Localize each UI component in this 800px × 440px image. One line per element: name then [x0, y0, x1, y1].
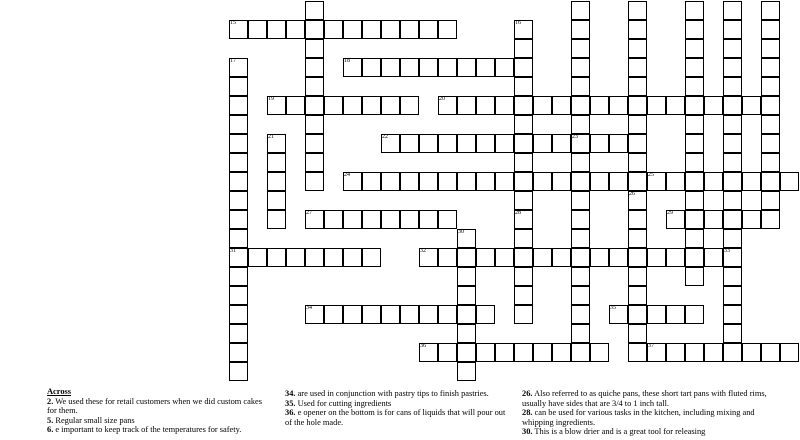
grid-cell[interactable]: [457, 286, 476, 305]
grid-cell[interactable]: [438, 58, 457, 77]
grid-cell[interactable]: [267, 20, 286, 39]
grid-cell[interactable]: [495, 58, 514, 77]
grid-cell[interactable]: [229, 191, 248, 210]
grid-cell[interactable]: [628, 229, 647, 248]
grid-cell[interactable]: [476, 305, 495, 324]
grid-cell[interactable]: [571, 153, 590, 172]
grid-cell[interactable]: [438, 172, 457, 191]
grid-cell[interactable]: [286, 20, 305, 39]
grid-cell[interactable]: [305, 39, 324, 58]
clue-number: 36: [420, 343, 426, 349]
clue-number: 22: [382, 134, 388, 140]
grid-cell[interactable]: [457, 248, 476, 267]
grid-cell[interactable]: [685, 248, 704, 267]
grid-cell[interactable]: [628, 20, 647, 39]
grid-cell[interactable]: [305, 115, 324, 134]
grid-cell[interactable]: [229, 210, 248, 229]
grid-cell[interactable]: [704, 248, 723, 267]
grid-cell[interactable]: [609, 96, 628, 115]
grid-cell[interactable]: [533, 96, 552, 115]
grid-cell[interactable]: [685, 343, 704, 362]
grid-cell[interactable]: [229, 153, 248, 172]
grid-cell[interactable]: [628, 77, 647, 96]
grid-cell[interactable]: [723, 267, 742, 286]
grid-cell[interactable]: [628, 96, 647, 115]
grid-cell[interactable]: [723, 343, 742, 362]
grid-cell[interactable]: [723, 153, 742, 172]
grid-cell[interactable]: [761, 134, 780, 153]
grid-cell[interactable]: [495, 248, 514, 267]
clue-number: 31: [230, 248, 236, 254]
clue-number: 34: [306, 305, 312, 311]
grid-cell[interactable]: [305, 153, 324, 172]
grid-cell[interactable]: [476, 248, 495, 267]
grid-cell[interactable]: [723, 20, 742, 39]
grid-cell[interactable]: [438, 20, 457, 39]
clue-item: 35. Used for cutting ingredients: [285, 398, 392, 408]
grid-cell[interactable]: [571, 96, 590, 115]
clue-number: 33: [724, 248, 730, 254]
grid-cell[interactable]: [704, 172, 723, 191]
clue-column-1: [47, 387, 272, 435]
grid-cell[interactable]: [362, 305, 381, 324]
clue-number: 19: [268, 96, 274, 102]
grid-cell[interactable]: [552, 172, 571, 191]
grid-cell[interactable]: [685, 191, 704, 210]
grid-cell[interactable]: [400, 134, 419, 153]
grid-cell[interactable]: [514, 134, 533, 153]
grid-cell[interactable]: [552, 248, 571, 267]
grid-cell[interactable]: [514, 39, 533, 58]
grid-cell[interactable]: [400, 20, 419, 39]
grid-cell[interactable]: [229, 96, 248, 115]
grid-cell[interactable]: [381, 305, 400, 324]
grid-cell[interactable]: [704, 96, 723, 115]
grid-cell[interactable]: [723, 324, 742, 343]
grid-cell[interactable]: [305, 1, 324, 20]
grid-cell[interactable]: [685, 96, 704, 115]
grid-cell[interactable]: [723, 210, 742, 229]
grid-cell[interactable]: [457, 324, 476, 343]
clue-number: 30: [458, 229, 464, 235]
grid-cell[interactable]: [571, 1, 590, 20]
grid-cell[interactable]: [457, 134, 476, 153]
grid-cell[interactable]: [628, 286, 647, 305]
grid-cell[interactable]: [685, 267, 704, 286]
grid-cell[interactable]: [742, 172, 761, 191]
grid-cell[interactable]: [685, 58, 704, 77]
grid-cell[interactable]: [305, 20, 324, 39]
grid-cell[interactable]: [514, 305, 533, 324]
grid-cell[interactable]: [324, 20, 343, 39]
grid-cell[interactable]: [590, 134, 609, 153]
grid-cell[interactable]: [685, 305, 704, 324]
grid-cell[interactable]: [571, 20, 590, 39]
grid-cell[interactable]: [780, 343, 799, 362]
grid-cell[interactable]: [742, 96, 761, 115]
grid-cell[interactable]: [628, 1, 647, 20]
grid-cell[interactable]: [229, 115, 248, 134]
grid-cell[interactable]: [628, 210, 647, 229]
grid-cell[interactable]: [552, 134, 571, 153]
grid-cell[interactable]: [438, 134, 457, 153]
grid-cell[interactable]: [514, 77, 533, 96]
grid-cell[interactable]: [495, 134, 514, 153]
grid-cell[interactable]: [343, 210, 362, 229]
grid-cell[interactable]: [628, 39, 647, 58]
grid-cell[interactable]: [476, 134, 495, 153]
grid-cell[interactable]: [704, 210, 723, 229]
grid-cell[interactable]: [324, 96, 343, 115]
clue-column-2: [285, 389, 510, 427]
grid-cell[interactable]: [400, 96, 419, 115]
grid-cell[interactable]: [381, 20, 400, 39]
grid-cell[interactable]: [324, 248, 343, 267]
clue-item: 30. This is a blow drier and is a great tool for releasing: [522, 427, 706, 437]
grid-cell[interactable]: [400, 305, 419, 324]
clue-column-3: [522, 389, 782, 437]
grid-cell[interactable]: [571, 58, 590, 77]
grid-cell[interactable]: [571, 248, 590, 267]
grid-cell[interactable]: [248, 20, 267, 39]
grid-cell[interactable]: [419, 134, 438, 153]
grid-cell[interactable]: [761, 1, 780, 20]
grid-cell[interactable]: [628, 343, 647, 362]
grid-cell[interactable]: [723, 58, 742, 77]
grid-cell[interactable]: [457, 172, 476, 191]
clue-number: 23: [572, 134, 578, 140]
grid-cell[interactable]: [685, 1, 704, 20]
grid-cell[interactable]: [685, 172, 704, 191]
grid-cell[interactable]: [761, 115, 780, 134]
grid-cell[interactable]: [761, 153, 780, 172]
grid-cell[interactable]: [780, 172, 799, 191]
clue-number: 27: [306, 210, 312, 216]
grid-cell[interactable]: [571, 191, 590, 210]
clue-item: 2. We used these for retail customers when we did custom cakes for them.: [47, 396, 263, 416]
grid-cell[interactable]: [685, 153, 704, 172]
grid-cell[interactable]: [495, 96, 514, 115]
grid-cell[interactable]: [362, 96, 381, 115]
grid-cell[interactable]: [457, 58, 476, 77]
grid-cell[interactable]: [628, 324, 647, 343]
clue-item: 26. Also referred to as quiche pans, these short tart pans with fluted rims, usually have sides that are 3/4 to 1 inch tall.: [522, 389, 767, 408]
grid-cell[interactable]: [286, 96, 305, 115]
grid-cell[interactable]: [457, 305, 476, 324]
grid-cell[interactable]: [229, 286, 248, 305]
grid-cell[interactable]: [647, 305, 666, 324]
grid-cell[interactable]: [723, 172, 742, 191]
grid-cell[interactable]: [229, 324, 248, 343]
grid-cell[interactable]: [590, 172, 609, 191]
grid-cell[interactable]: [514, 191, 533, 210]
grid-cell[interactable]: [666, 172, 685, 191]
grid-cell[interactable]: [590, 248, 609, 267]
clue-number: 20: [439, 96, 445, 102]
grid-cell[interactable]: [723, 96, 742, 115]
clue-number: 29: [667, 210, 673, 216]
grid-cell[interactable]: [457, 343, 476, 362]
clue-number: 26: [629, 191, 635, 197]
grid-cell[interactable]: [514, 248, 533, 267]
grid-cell[interactable]: [685, 39, 704, 58]
grid-cell[interactable]: [362, 20, 381, 39]
grid-cell[interactable]: [267, 172, 286, 191]
grid-cell[interactable]: [229, 343, 248, 362]
grid-cell[interactable]: [533, 343, 552, 362]
grid-cell[interactable]: [761, 58, 780, 77]
grid-cell[interactable]: [647, 248, 666, 267]
grid-cell[interactable]: [514, 343, 533, 362]
grid-cell[interactable]: [381, 58, 400, 77]
grid-cell[interactable]: [647, 96, 666, 115]
grid-cell[interactable]: [495, 343, 514, 362]
grid-cell[interactable]: [457, 96, 476, 115]
grid-cell[interactable]: [514, 115, 533, 134]
across-header: Across: [47, 387, 72, 396]
grid-cell[interactable]: [438, 210, 457, 229]
grid-cell[interactable]: [723, 191, 742, 210]
clue-number: 25: [648, 172, 654, 178]
grid-cell[interactable]: [438, 343, 457, 362]
grid-cell[interactable]: [628, 267, 647, 286]
grid-cell[interactable]: [571, 286, 590, 305]
grid-cell[interactable]: [362, 58, 381, 77]
grid-cell[interactable]: [343, 96, 362, 115]
grid-cell[interactable]: [628, 153, 647, 172]
grid-cell[interactable]: [305, 96, 324, 115]
grid-cell[interactable]: [229, 229, 248, 248]
grid-cell[interactable]: [609, 248, 628, 267]
clue-number: 37: [648, 343, 654, 349]
grid-cell[interactable]: [609, 134, 628, 153]
grid-cell[interactable]: [457, 267, 476, 286]
grid-cell[interactable]: [267, 153, 286, 172]
grid-cell[interactable]: [286, 248, 305, 267]
grid-cell[interactable]: [381, 172, 400, 191]
grid-cell[interactable]: [742, 343, 761, 362]
clue-item: 5. Regular small size pans: [47, 415, 135, 425]
grid-cell[interactable]: [666, 248, 685, 267]
grid-cell[interactable]: [400, 172, 419, 191]
grid-cell[interactable]: [590, 96, 609, 115]
grid-cell[interactable]: [571, 39, 590, 58]
grid-cell[interactable]: [514, 58, 533, 77]
grid-cell[interactable]: [628, 134, 647, 153]
grid-cell[interactable]: [628, 172, 647, 191]
grid-cell[interactable]: [343, 20, 362, 39]
clue-item: 28. can be used for various tasks in the kitchen, including mixing and whipping ingredients.: [522, 408, 755, 427]
grid-cell[interactable]: [476, 172, 495, 191]
clue-number: 16: [515, 20, 521, 26]
grid-cell[interactable]: [305, 172, 324, 191]
grid-cell[interactable]: [552, 343, 571, 362]
grid-cell[interactable]: [723, 229, 742, 248]
grid-cell[interactable]: [723, 39, 742, 58]
grid-cell[interactable]: [229, 172, 248, 191]
grid-cell[interactable]: [571, 343, 590, 362]
grid-cell[interactable]: [438, 305, 457, 324]
grid-cell[interactable]: [229, 267, 248, 286]
grid-cell[interactable]: [628, 115, 647, 134]
grid-cell[interactable]: [267, 248, 286, 267]
grid-cell[interactable]: [685, 210, 704, 229]
grid-cell[interactable]: [571, 210, 590, 229]
grid-cell[interactable]: [685, 115, 704, 134]
clue-number: 32: [420, 248, 426, 254]
grid-cell[interactable]: [305, 248, 324, 267]
grid-cell[interactable]: [305, 134, 324, 153]
grid-cell[interactable]: [362, 248, 381, 267]
clue-item: 6. e important to keep track of the temperatures for safety.: [47, 425, 242, 435]
clue-number: 18: [344, 58, 350, 64]
clue-number: 35: [610, 305, 616, 311]
grid-cell[interactable]: [533, 172, 552, 191]
grid-cell[interactable]: [666, 305, 685, 324]
grid-cell[interactable]: [419, 20, 438, 39]
grid-cell[interactable]: [609, 172, 628, 191]
grid-cell[interactable]: [742, 210, 761, 229]
clue-item: 36. e opener on the bottom is for cans of liquids that will pour out of the hole made.: [285, 408, 506, 427]
grid-cell[interactable]: [476, 58, 495, 77]
grid-cell[interactable]: [514, 153, 533, 172]
grid-cell[interactable]: [571, 115, 590, 134]
grid-cell[interactable]: [381, 210, 400, 229]
grid-cell[interactable]: [381, 96, 400, 115]
grid-cell[interactable]: [267, 191, 286, 210]
grid-cell[interactable]: [324, 305, 343, 324]
grid-cell[interactable]: [571, 77, 590, 96]
grid-cell[interactable]: [571, 324, 590, 343]
grid-cell[interactable]: [400, 58, 419, 77]
clue-number: 24: [344, 172, 350, 178]
grid-cell[interactable]: [419, 58, 438, 77]
grid-cell[interactable]: [628, 305, 647, 324]
grid-cell[interactable]: [514, 229, 533, 248]
grid-cell[interactable]: [514, 96, 533, 115]
grid-cell[interactable]: [761, 77, 780, 96]
grid-cell[interactable]: [229, 134, 248, 153]
clue-number: 15: [230, 20, 236, 26]
grid-cell[interactable]: [685, 77, 704, 96]
grid-cell[interactable]: [476, 343, 495, 362]
grid-cell[interactable]: [495, 172, 514, 191]
grid-cell[interactable]: [533, 248, 552, 267]
grid-cell[interactable]: [343, 305, 362, 324]
grid-cell[interactable]: [723, 77, 742, 96]
grid-cell[interactable]: [571, 229, 590, 248]
grid-cell[interactable]: [229, 362, 248, 381]
grid-cell[interactable]: [552, 96, 571, 115]
grid-cell[interactable]: [723, 286, 742, 305]
grid-cell[interactable]: [666, 96, 685, 115]
grid-cell[interactable]: [438, 248, 457, 267]
grid-cell[interactable]: [761, 210, 780, 229]
clue-number: 17: [230, 58, 236, 64]
grid-cell[interactable]: [723, 134, 742, 153]
grid-cell[interactable]: [628, 248, 647, 267]
clue-number: 28: [515, 210, 521, 216]
grid-cell[interactable]: [267, 210, 286, 229]
grid-cell[interactable]: [362, 172, 381, 191]
grid-cell[interactable]: [533, 134, 552, 153]
grid-cell[interactable]: [761, 191, 780, 210]
grid-cell[interactable]: [761, 39, 780, 58]
grid-cell[interactable]: [704, 343, 723, 362]
grid-cell[interactable]: [685, 134, 704, 153]
grid-cell[interactable]: [761, 172, 780, 191]
grid-cell[interactable]: [248, 248, 267, 267]
grid-cell[interactable]: [457, 362, 476, 381]
grid-cell[interactable]: [723, 115, 742, 134]
grid-cell[interactable]: [419, 210, 438, 229]
grid-cell[interactable]: [362, 210, 381, 229]
clue-number: 21: [268, 134, 274, 140]
grid-cell[interactable]: [324, 210, 343, 229]
grid-cell[interactable]: [685, 229, 704, 248]
grid-cell[interactable]: [571, 267, 590, 286]
clue-item: 34. are used in conjunction with pastry tips to finish pastries.: [285, 389, 489, 398]
grid-cell[interactable]: [571, 172, 590, 191]
grid-cell[interactable]: [514, 172, 533, 191]
grid-cell[interactable]: [229, 77, 248, 96]
grid-cell[interactable]: [761, 20, 780, 39]
grid-cell[interactable]: [229, 305, 248, 324]
grid-cell[interactable]: [400, 210, 419, 229]
grid-cell[interactable]: [305, 58, 324, 77]
grid-cell[interactable]: [305, 77, 324, 96]
grid-cell[interactable]: [723, 305, 742, 324]
grid-cell[interactable]: [419, 172, 438, 191]
grid-cell[interactable]: [685, 20, 704, 39]
grid-cell[interactable]: [514, 267, 533, 286]
grid-cell[interactable]: [419, 305, 438, 324]
grid-cell[interactable]: [723, 1, 742, 20]
grid-cell[interactable]: [761, 343, 780, 362]
grid-cell[interactable]: [571, 305, 590, 324]
grid-cell[interactable]: [514, 286, 533, 305]
grid-cell[interactable]: [590, 343, 609, 362]
grid-cell[interactable]: [628, 58, 647, 77]
grid-cell[interactable]: [476, 96, 495, 115]
grid-cell[interactable]: [666, 343, 685, 362]
grid-cell[interactable]: [343, 248, 362, 267]
grid-cell[interactable]: [761, 96, 780, 115]
